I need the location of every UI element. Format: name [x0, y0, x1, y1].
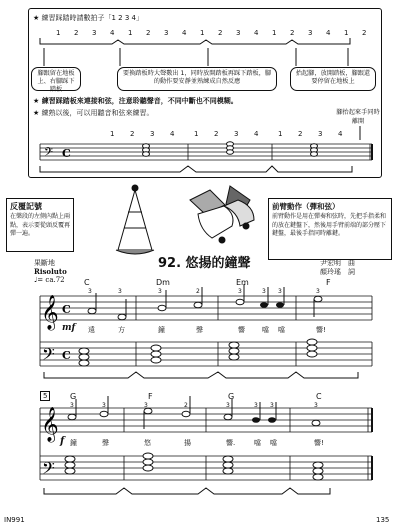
count: 4 [254, 29, 259, 37]
lyric: 響! [314, 439, 324, 447]
chord-label: G [228, 392, 235, 401]
count: 1 [194, 130, 199, 138]
count: 1 [110, 130, 115, 138]
count: 4 [326, 29, 331, 37]
finger-number: 3 [262, 288, 266, 295]
lyric: 噹 [270, 439, 277, 447]
forearm-title: 前臂動作（彈和弦） [272, 202, 340, 211]
count: 2 [298, 130, 303, 138]
lyric: 揚 [184, 439, 191, 447]
count: 3 [236, 29, 241, 37]
treble-clef-icon: 𝄞 [41, 295, 59, 330]
dynamic-mark: mf [62, 323, 76, 333]
composer: 尹宏明 曲 [320, 259, 355, 267]
svg-text:C: C [62, 303, 71, 316]
count: 1 [128, 29, 133, 37]
finger-number: 3 [254, 402, 258, 409]
count: 1 [200, 29, 205, 37]
count: 4 [170, 130, 175, 138]
bass-clef-icon: 𝄢 [42, 344, 55, 368]
finger-number: 3 [70, 402, 74, 409]
bass-clef-icon: 𝄢 [44, 146, 54, 162]
count: 3 [308, 29, 313, 37]
finger-number: 3 [102, 402, 106, 409]
book-code: IN991 [4, 516, 25, 524]
repeat-sign-body: 在樂段的左側內點上兩點，表示要從頭反覆再彈一遍。 [10, 213, 71, 237]
chord-label: Dm [156, 278, 170, 287]
lyric: 噹 [254, 439, 261, 447]
finger-number: 3 [88, 288, 92, 295]
forearm-body: 前臂動作是用在彈奏和弦時，先把手指柔和的放在鍵盤下，然後用手臂前端的部分壓下鍵盤，最後手指同時離鍵。 [272, 213, 387, 237]
dynamic-mark: f [60, 436, 65, 447]
chord-label: G [70, 392, 77, 401]
lyric: 聲 [102, 439, 109, 447]
lyric: 響! [316, 326, 326, 334]
count: 3 [234, 130, 239, 138]
count: 2 [146, 29, 151, 37]
count: 2 [74, 29, 79, 37]
chord-label: Em [236, 278, 249, 287]
instruction-line-3: ★ 練熟以後，可以用聽音和弦來練習。 [33, 109, 154, 117]
count: 2 [214, 130, 219, 138]
count: 1 [272, 29, 277, 37]
chord-label: C [316, 392, 322, 401]
repeat-sign-title: 反覆記號 [10, 202, 42, 211]
lyric: 聲 [196, 326, 203, 334]
lift-note: 腳抬起來手同時離開 [336, 109, 380, 125]
svg-text:C: C [62, 349, 71, 362]
lyric: 方 [118, 326, 125, 334]
instruction-line-2: ★ 練習踩踏板來連接和弦，注意聆聽聲音，不同中斷也不同模糊。 [33, 97, 238, 105]
lyric: 響. [226, 439, 236, 447]
finger-number: 3 [144, 402, 148, 409]
lyric: 鐘 [158, 326, 165, 334]
lyric: 噹 [262, 326, 269, 334]
finger-number: 2 [184, 402, 188, 409]
finger-number: 3 [118, 288, 122, 295]
lyric: 悠 [144, 439, 151, 447]
count: 2 [218, 29, 223, 37]
count: 3 [92, 29, 97, 37]
finger-number: 3 [316, 288, 320, 295]
count: 4 [182, 29, 187, 37]
count: 1 [56, 29, 61, 37]
lyric: 響 [238, 326, 245, 334]
finger-number: 3 [226, 402, 230, 409]
lyricist: 顏玲瑤 詞 [320, 268, 355, 276]
svg-text:C: C [62, 147, 71, 160]
count: 1 [278, 130, 283, 138]
page-number: 135 [376, 516, 390, 524]
chord-label: C [84, 278, 90, 287]
finger-number: 2 [196, 288, 200, 295]
pedal-note-right: 抬起腳，放開踏板，腳跟還要停留在地板上 [290, 67, 376, 91]
count: 4 [254, 130, 259, 138]
lyric: 噹 [278, 326, 285, 334]
bass-clef-icon: 𝄢 [42, 458, 55, 482]
metronome-mark: ♩= ca.72 [34, 276, 65, 284]
pedal-note-left: 腳跟留在地板上、右腳踩下踏板 [31, 67, 81, 91]
treble-clef-icon: 𝄞 [41, 407, 59, 442]
tempo-chinese: 果斷地 [34, 259, 55, 267]
count: 3 [150, 130, 155, 138]
count: 1 [344, 29, 349, 37]
piece-title: 92. 悠揚的鐘聲 [158, 256, 251, 271]
chord-label: F [326, 278, 331, 287]
tempo-italian: Risoluto [34, 267, 67, 276]
finger-number: 3 [158, 288, 162, 295]
chord-label: F [148, 392, 153, 401]
count: 4 [338, 130, 343, 138]
lyric: 遠 [88, 326, 95, 334]
count: 3 [318, 130, 323, 138]
count: 3 [164, 29, 169, 37]
pedal-note-middle: 要換踏板時大聲數出 1，同時放開踏板再踩下踏板，腳的動作要安靜並熟練成自然反應 [117, 67, 277, 91]
finger-number: 3 [314, 402, 318, 409]
count: 2 [290, 29, 295, 37]
count: 2 [362, 29, 367, 37]
measure-number: 5 [40, 391, 50, 401]
count: 4 [110, 29, 115, 37]
instruction-line-1: ★ 練習踩踏時請數拍子「1 2 3 4」 [33, 14, 143, 22]
finger-number: 3 [238, 288, 242, 295]
finger-number: 3 [270, 402, 274, 409]
count: 2 [130, 130, 135, 138]
finger-number: 3 [278, 288, 282, 295]
lyric: 鐘 [70, 439, 77, 447]
